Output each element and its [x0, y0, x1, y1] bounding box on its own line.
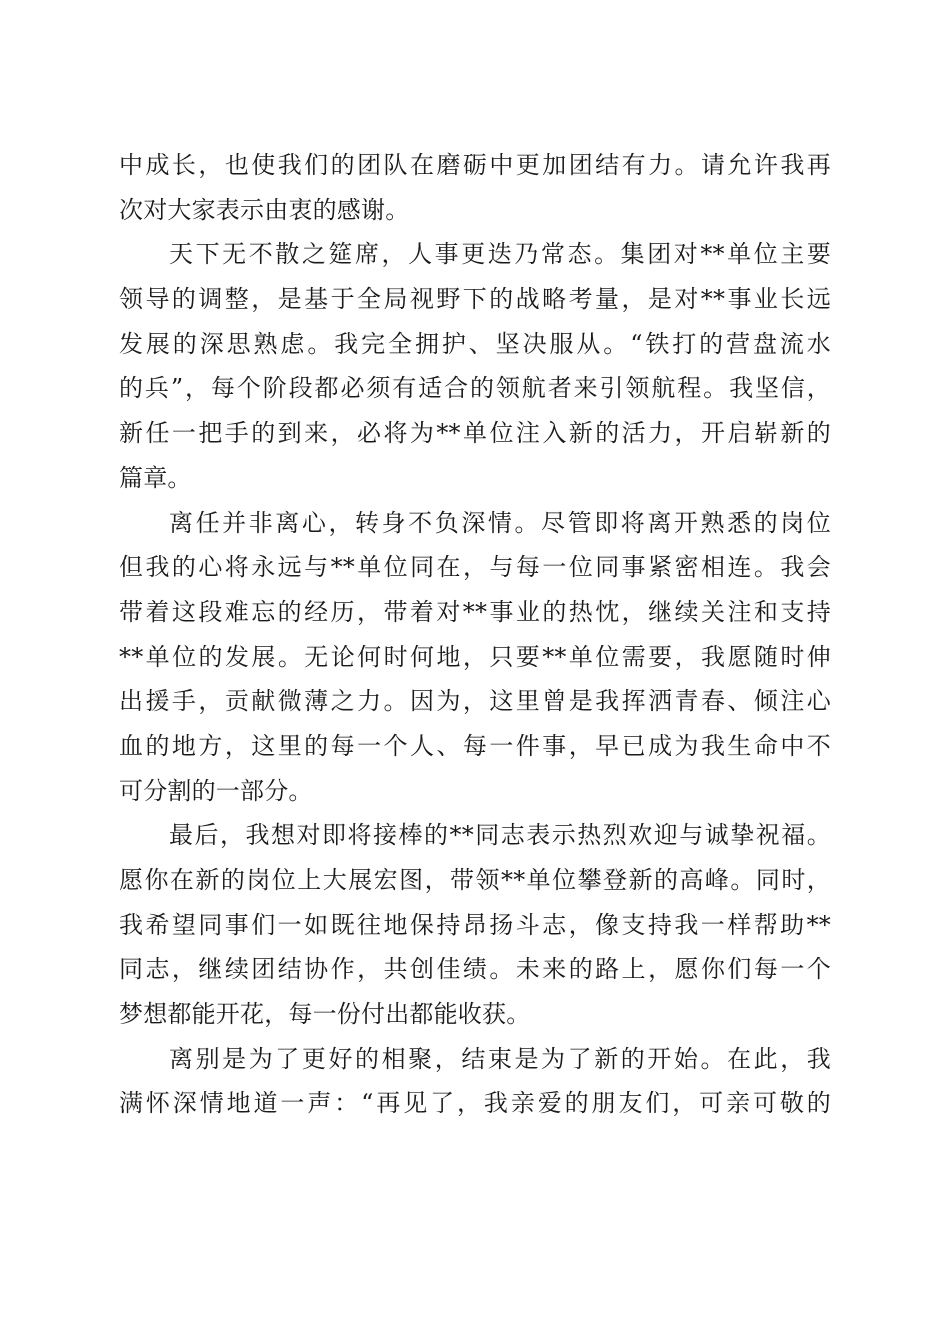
body-text — [119, 143, 831, 1126]
text-line: 血的地方，这里的每一个人、每一件事，早已成为我生命中不 — [119, 731, 831, 760]
text-line: 可分割的一部分。 — [119, 776, 313, 805]
text-line: **单位的发展。无论何时何地，只要**单位需要，我愿随时伸 — [119, 642, 831, 671]
text-line: 发展的深思熟虑。我完全拥护、坚决服从。“铁打的营盘流水 — [119, 329, 831, 358]
text-line: 中成长，也使我们的团队在磨砺中更加团结有力。请允许我再 — [119, 151, 831, 179]
text-line: 梦想都能开花，每一份付出都能收获。 — [119, 1000, 531, 1029]
paragraph-first-line: 天下无不散之筵席，人事更迭乃常态。集团对**单位主要 — [169, 240, 831, 269]
text-line: 次对大家表示由衷的感谢。 — [119, 195, 410, 224]
paragraph-first-line: 离别是为了更好的相聚，结束是为了新的开始。在此，我 — [169, 1044, 831, 1073]
text-line: 领导的调整，是基于全局视野下的战略考量，是对**事业长远 — [119, 285, 831, 314]
text-line: 出援手，贡献微薄之力。因为，这里曾是我挥洒青春、倾注心 — [119, 687, 831, 716]
paragraph-first-line: 离任并非离心，转身不负深情。尽管即将离开熟悉的岗位 — [169, 508, 831, 537]
text-line: 同志，继续团结协作，共创佳绩。未来的路上，愿你们每一个 — [119, 955, 831, 984]
text-line: 篇章。 — [119, 463, 192, 492]
text-line: 的兵”，每个阶段都必须有适合的领航者来引领航程。我坚信， — [119, 374, 831, 403]
text-line: 愿你在新的岗位上大展宏图，带领**单位攀登新的高峰。同时， — [119, 866, 831, 894]
text-line: 新任一把手的到来，必将为**单位注入新的活力，开启崭新的 — [119, 419, 831, 448]
text-line: 带着这段难忘的经历，带着对**事业的热忱，继续关注和支持 — [119, 597, 831, 626]
text-line: 我希望同事们一如既往地保持昂扬斗志，像支持我一样帮助** — [119, 910, 831, 939]
paragraph-first-line: 最后，我想对即将接棒的**同志表示热烈欢迎与诚挚祝福。 — [169, 821, 831, 850]
text-line: 满怀深情地道一声：“再见了，我亲爱的朋友们，可亲可敬的 — [119, 1089, 831, 1118]
text-line: 但我的心将永远与**单位同在，与每一位同事紧密相连。我会 — [119, 553, 831, 582]
